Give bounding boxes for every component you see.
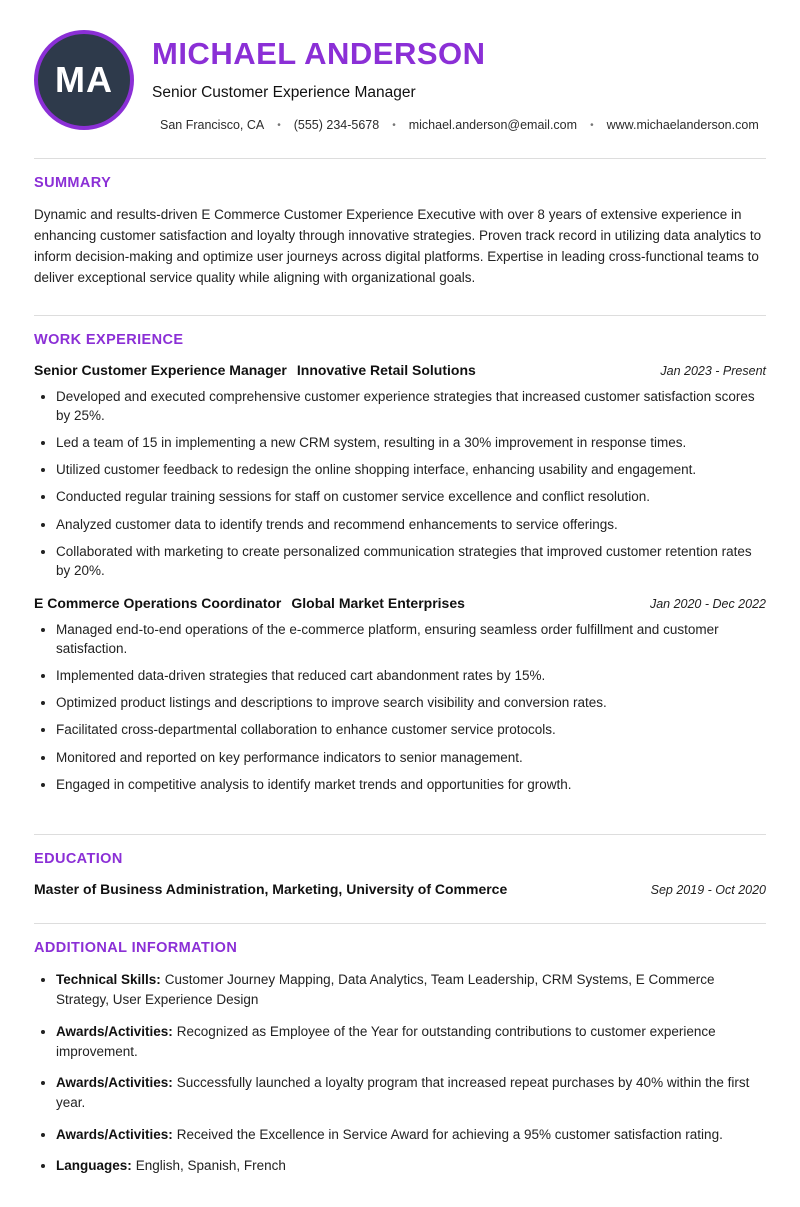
additional-info-text: English, Spanish, French bbox=[135, 1157, 286, 1173]
job-company: Global Market Enterprises bbox=[291, 594, 465, 611]
job-bullet: • Monitored and reported on key performance indicators to senior management. bbox=[56, 748, 766, 768]
section-divider bbox=[34, 158, 766, 159]
section-divider bbox=[34, 315, 766, 316]
additional-info-item bbox=[56, 1022, 766, 1063]
job-bullet: • Collaborated with marketing to create personalized communication strategies that improved customer retention rates by 20%. bbox=[56, 542, 766, 581]
job-bullet: • Conducted regular training sessions for staff on customer service excellence and conflict resolution. bbox=[56, 487, 766, 507]
section-divider bbox=[34, 923, 766, 924]
header-text bbox=[152, 30, 759, 132]
job-bullet: • Led a team of 15 in implementing a new CRM system, resulting in a 30% improvement in response times. bbox=[56, 433, 766, 453]
job-bullet: • Managed end-to-end operations of the e-commerce platform, ensuring seamless order fulfillment and customer satisfaction. bbox=[56, 620, 766, 659]
additional-info-heading: ADDITIONAL INFORMATION bbox=[34, 940, 238, 957]
additional-info-list bbox=[34, 970, 766, 1176]
education-entry bbox=[34, 881, 766, 897]
dot-separator-icon: • bbox=[277, 119, 281, 131]
job-bullet: • Utilized customer feedback to redesign the online shopping interface, enhancing usability and engagement. bbox=[56, 460, 766, 480]
additional-info-label: Languages: bbox=[56, 1157, 132, 1173]
dot-separator-icon: • bbox=[392, 119, 396, 131]
contact-email: michael.anderson@email.com bbox=[408, 118, 578, 132]
dot-separator-icon: • bbox=[590, 119, 594, 131]
section-spacer bbox=[34, 808, 766, 834]
job-dates: Jan 2020 - Dec 2022 bbox=[649, 596, 766, 611]
job-header bbox=[34, 362, 766, 378]
summary-text: Dynamic and results-driven E Commerce Customer Experience Executive with over 8 years of extensive experience in enhancing customer satisfaction and loyalty through innovative strategies. Proven track record in utilizing data analytics to inform decision-making and optimize user journeys across digital platforms. Expertise in leading cross-functional teams to deliver exceptional service quality while aligning with organizational goals. bbox=[34, 207, 762, 285]
job-title: Senior Customer Experience Manager bbox=[34, 361, 287, 378]
work-experience-heading: WORK EXPERIENCE bbox=[34, 331, 184, 348]
contact-row bbox=[152, 118, 759, 132]
avatar-initials: MA bbox=[55, 59, 113, 100]
job-title-company bbox=[34, 362, 476, 378]
additional-info-label: Awards/Activities: bbox=[56, 1126, 173, 1142]
job-header bbox=[34, 595, 766, 611]
additional-info-item bbox=[56, 1125, 766, 1145]
additional-info-text: Recognized as Employee of the Year for outstanding contributions to customer experience improvement. bbox=[56, 1023, 716, 1059]
job-bullet-list bbox=[34, 620, 766, 794]
additional-info-text: Received the Excellence in Service Award for achieving a 95% customer satisfaction rating. bbox=[176, 1126, 723, 1142]
additional-info-item bbox=[56, 970, 766, 1011]
person-title: Senior Customer Experience Manager bbox=[152, 84, 416, 101]
job-dates: Jan 2023 - Present bbox=[660, 363, 766, 378]
avatar bbox=[34, 30, 134, 130]
contact-website: www.michaelanderson.com bbox=[606, 118, 759, 132]
education-dates: Sep 2019 - Oct 2020 bbox=[650, 883, 766, 898]
education-heading: EDUCATION bbox=[34, 851, 123, 868]
job-bullet: • Developed and executed comprehensive customer experience strategies that increased customer satisfaction scores by 25%. bbox=[56, 387, 766, 426]
job-bullet: • Engaged in competitive analysis to identify market trends and opportunities for growth. bbox=[56, 775, 766, 795]
job-entry bbox=[34, 362, 766, 581]
contact-location: San Francisco, CA bbox=[160, 118, 265, 132]
additional-info-label: Awards/Activities: bbox=[56, 1075, 173, 1091]
job-title: E Commerce Operations Coordinator bbox=[34, 594, 282, 611]
job-bullet: • Implemented data-driven strategies that reduced cart abandonment rates by 15%. bbox=[56, 666, 766, 686]
additional-info-text: Successfully launched a loyalty program that increased repeat purchases by 40% within the first year. bbox=[56, 1075, 750, 1111]
additional-info-label: Awards/Activities: bbox=[56, 1023, 173, 1039]
job-bullet: • Analyzed customer data to identify trends and recommend enhancements to service offerings. bbox=[56, 515, 766, 535]
additional-info-item bbox=[56, 1156, 766, 1176]
section-divider bbox=[34, 834, 766, 835]
person-name: MICHAEL ANDERSON bbox=[152, 36, 486, 71]
job-bullet: • Facilitated cross-departmental collaboration to enhance customer service protocols. bbox=[56, 720, 766, 740]
additional-info-item bbox=[56, 1073, 766, 1114]
education-degree: Master of Business Administration, Marketing, University of Commerce bbox=[34, 881, 508, 898]
job-bullet: • Optimized product listings and descriptions to improve search visibility and conversion rates. bbox=[56, 693, 766, 713]
contact-phone: (555) 234-5678 bbox=[293, 118, 380, 132]
summary-heading: SUMMARY bbox=[34, 175, 112, 191]
job-entry bbox=[34, 595, 766, 794]
resume-header bbox=[34, 30, 766, 132]
job-company: Innovative Retail Solutions bbox=[296, 361, 476, 378]
job-title-company bbox=[34, 595, 465, 611]
additional-info-text: Customer Journey Mapping, Data Analytics, Team Leadership, CRM Systems, E Commerce Strategy, User Experience Design bbox=[56, 972, 715, 1008]
job-bullet-list bbox=[34, 387, 766, 581]
additional-info-label: Technical Skills: bbox=[56, 972, 161, 988]
